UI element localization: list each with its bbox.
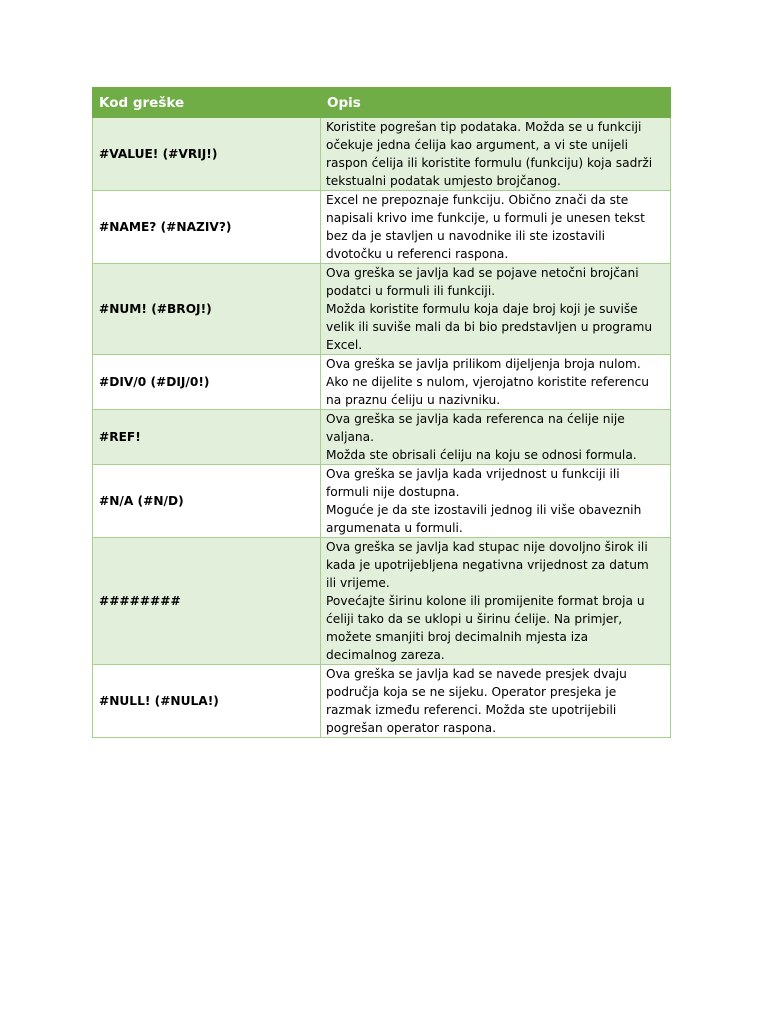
description-line: očekuje jedna ćelija kao argument, a vi ste unijeli [326,138,629,152]
table-row [93,665,671,738]
error-code-cell: #REF! [93,410,321,465]
description-line: valjana. [326,430,374,444]
header-code: Kod greške [93,88,321,118]
description-line: argumenata u formuli. [326,521,463,535]
description-line: razmak između referenci. Možda ste upotrijebili [326,703,617,717]
description-line: ili vrijeme. [326,576,390,590]
error-description-cell [321,465,671,538]
error-description-cell [321,191,671,264]
description-line: tekstualni podatak umjesto brojčanog. [326,174,561,188]
description-line: Ova greška se javlja kada referenca na ćelije nije [326,412,625,426]
table-row [93,355,671,410]
error-code-cell: #N/A (#N/D) [93,465,321,538]
description-line: Ako ne dijelite s nulom, vjerojatno koristite referencu [326,375,649,389]
description-line: područja koja se ne sijeku. Operator presjeka je [326,685,617,699]
error-code-cell: #NULL! (#NULA!) [93,665,321,738]
description-line: Excel ne prepoznaje funkciju. Obično znači da ste [326,193,629,207]
description-line: raspon ćelija ili koristite formulu (funkciju) koja sadrži [326,156,653,170]
description-line: na praznu ćeliju u nazivniku. [326,393,501,407]
error-description-cell [321,355,671,410]
description-line: ćeliji tako da se uklopi u širinu ćelije. Na primjer, [326,612,623,626]
description-line: Moguće je da ste izostavili jednog ili više obaveznih [326,503,642,517]
description-line: Excel. [326,338,363,352]
description-line: Ova greška se javlja kad stupac nije dovoljno širok ili [326,540,648,554]
error-code-cell: ######## [93,538,321,665]
description-line: kada je upotrijebljena negativna vrijednost za datum [326,558,649,572]
error-codes-table [92,87,671,738]
description-line: Ova greška se javlja kad se navede presjek dvaju [326,667,627,681]
description-line: možete smanjiti broj decimalnih mjesta iza [326,630,589,644]
table-row [93,465,671,538]
description-line: Ova greška se javlja kad se pojave netočni brojčani [326,266,639,280]
error-code-cell: #NUM! (#BROJ!) [93,264,321,355]
description-line: bez da je stavljen u navodnike ili ste izostavili [326,229,606,243]
description-line: Koristite pogrešan tip podataka. Možda se u funkciji [326,120,642,134]
table-row [93,538,671,665]
error-code-cell: #NAME? (#NAZIV?) [93,191,321,264]
error-code-cell: #VALUE! (#VRIJ!) [93,118,321,191]
table-row [93,118,671,191]
description-line: Možda ste obrisali ćeliju na koju se odnosi formula. [326,448,637,462]
table-row [93,264,671,355]
error-description-cell [321,410,671,465]
table-row [93,410,671,465]
error-code-cell: #DIV/0 (#DIJ/0!) [93,355,321,410]
description-line: Povećajte širinu kolone ili promijenite format broja u [326,594,645,608]
error-description-cell [321,118,671,191]
header-description: Opis [321,88,671,118]
description-line: decimalnog zareza. [326,648,445,662]
description-line: Možda koristite formulu koja daje broj koji je suviše [326,302,638,316]
table-row [93,191,671,264]
description-line: velik ili suviše mali da bi bio predstavljen u programu [326,320,653,334]
description-line: dvotočku u referenci raspona. [326,247,509,261]
error-description-cell [321,264,671,355]
error-codes-table-container [92,87,670,738]
table-header-row [93,88,671,118]
description-line: pogrešan operator raspona. [326,721,496,735]
description-line: napisali krivo ime funkcije, u formuli je unesen tekst [326,211,645,225]
description-line: podatci u formuli ili funkciji. [326,284,496,298]
table-body [93,118,671,738]
description-line: formuli nije dostupna. [326,485,460,499]
error-description-cell [321,538,671,665]
error-description-cell [321,665,671,738]
description-line: Ova greška se javlja kada vrijednost u funkciji ili [326,467,620,481]
description-line: Ova greška se javlja prilikom dijeljenja broja nulom. [326,357,641,371]
